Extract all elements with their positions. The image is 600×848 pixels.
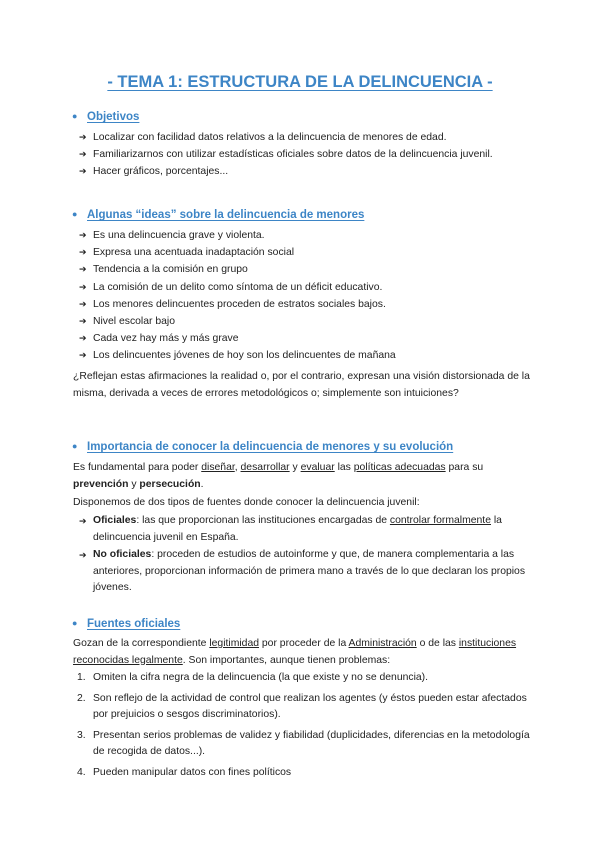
page-title: - TEMA 1: ESTRUCTURA DE LA DELINCUENCIA - xyxy=(107,73,493,91)
arrow-icon: ➔ xyxy=(79,264,87,275)
list-item: 3. Presentan serios problemas de validez y fiabilidad (duplicidades, diferencias en la metodología de recogida de datos...). xyxy=(77,729,530,757)
bullet-icon: ● xyxy=(72,111,78,121)
list-item: ➔ Los menores delincuentes proceden de estratos sociales bajos. xyxy=(73,296,533,313)
ideas-list xyxy=(73,227,533,365)
problems-list xyxy=(73,670,533,785)
arrow-icon: ➔ xyxy=(79,149,87,160)
arrow-icon: ➔ xyxy=(79,316,87,327)
arrow-icon: ➔ xyxy=(79,333,87,344)
list-item: ➔ Familiarizarnos con utilizar estadísticas oficiales sobre datos de la delincuencia juvenil. xyxy=(73,146,533,163)
fuentes-intro: Disponemos de dos tipos de fuentes donde conocer la delincuencia juvenil: xyxy=(73,497,420,508)
list-item-no-oficiales: ➔ No oficiales: proceden de estudios de autoinforme y que, de manera complementaria a las anteriores, proporcionan información de primera mano a través de lo que declaran los propios jóvenes. xyxy=(79,549,526,593)
fuentes-types-list xyxy=(73,513,533,597)
bullet-icon: ● xyxy=(72,618,78,628)
heading-ideas-text: Algunas “ideas” sobre la delincuencia de menores xyxy=(87,209,365,221)
list-item: 4. Pueden manipular datos con fines políticos xyxy=(77,766,292,778)
list-item: ➔ Nivel escolar bajo xyxy=(73,313,533,330)
list-item: ➔ La comisión de un delito como síntoma de un déficit educativo. xyxy=(73,279,533,296)
heading-fuentes-oficiales-text: Fuentes oficiales xyxy=(87,618,181,630)
list-item-oficiales: ➔ Oficiales: las que proporcionan las instituciones encargadas de controlar formalmente la delincuencia juvenil en España. xyxy=(79,515,502,543)
importancia-paragraph: Es fundamental para poder diseñar, desarrollar y evaluar las políticas adecuadas para su prevención y persecución. xyxy=(73,462,484,490)
arrow-icon: ➔ xyxy=(79,298,87,309)
bullet-icon: ● xyxy=(72,209,78,219)
heading-ideas xyxy=(72,206,364,223)
heading-objetivos xyxy=(72,108,139,125)
list-item: 2. Son reflejo de la actividad de control que realizan los agentes (y éstos pueden estar afectados por prejuicios o sesgos discriminatorios). xyxy=(77,692,527,720)
arrow-icon: ➔ xyxy=(79,281,87,292)
heading-importancia-text: Importancia de conocer la delincuencia de menores y su evolución xyxy=(87,441,454,453)
heading-objetivos-text: Objetivos xyxy=(87,111,140,123)
arrow-icon: ➔ xyxy=(79,247,87,258)
list-item: ➔ Localizar con facilidad datos relativos a la delincuencia de menores de edad. xyxy=(73,129,533,146)
heading-fuentes-oficiales xyxy=(72,615,180,632)
arrow-icon: ➔ xyxy=(79,132,87,142)
bullet-icon: ● xyxy=(72,441,78,451)
arrow-icon: ➔ xyxy=(79,166,87,177)
arrow-icon: ➔ xyxy=(79,516,87,526)
arrow-icon: ➔ xyxy=(79,350,87,361)
list-item: ➔ Es una delincuencia grave y violenta. xyxy=(73,227,533,244)
arrow-icon: ➔ xyxy=(79,230,87,240)
list-item: ➔ Los delincuentes jóvenes de hoy son los delincuentes de mañana xyxy=(73,347,533,364)
heading-importancia xyxy=(72,438,453,455)
arrow-icon: ➔ xyxy=(79,550,87,560)
objetivos-list xyxy=(73,129,533,181)
ideas-question: ¿Reflejan estas afirmaciones la realidad o, por el contrario, expresan una visión distorsionada de la misma, derivada a veces de errores metodológicos o; simplemente son intuiciones? xyxy=(73,371,530,399)
list-item: ➔ Tendencia a la comisión en grupo xyxy=(73,261,533,278)
fuentes-oficiales-intro: Gozan de la correspondiente legitimidad por proceder de la Administración o de las instituciones reconocidas legalmente. Son importantes, aunque tienen problemas: xyxy=(73,638,517,666)
list-item: 1. Omiten la cifra negra de la delincuencia (la que existe y no se denuncia). xyxy=(77,672,429,683)
list-item: ➔ Expresa una acentuada inadaptación social xyxy=(73,244,533,261)
list-item: ➔ Cada vez hay más y más grave xyxy=(73,330,533,347)
list-item: ➔ Hacer gráficos, porcentajes... xyxy=(73,163,533,180)
